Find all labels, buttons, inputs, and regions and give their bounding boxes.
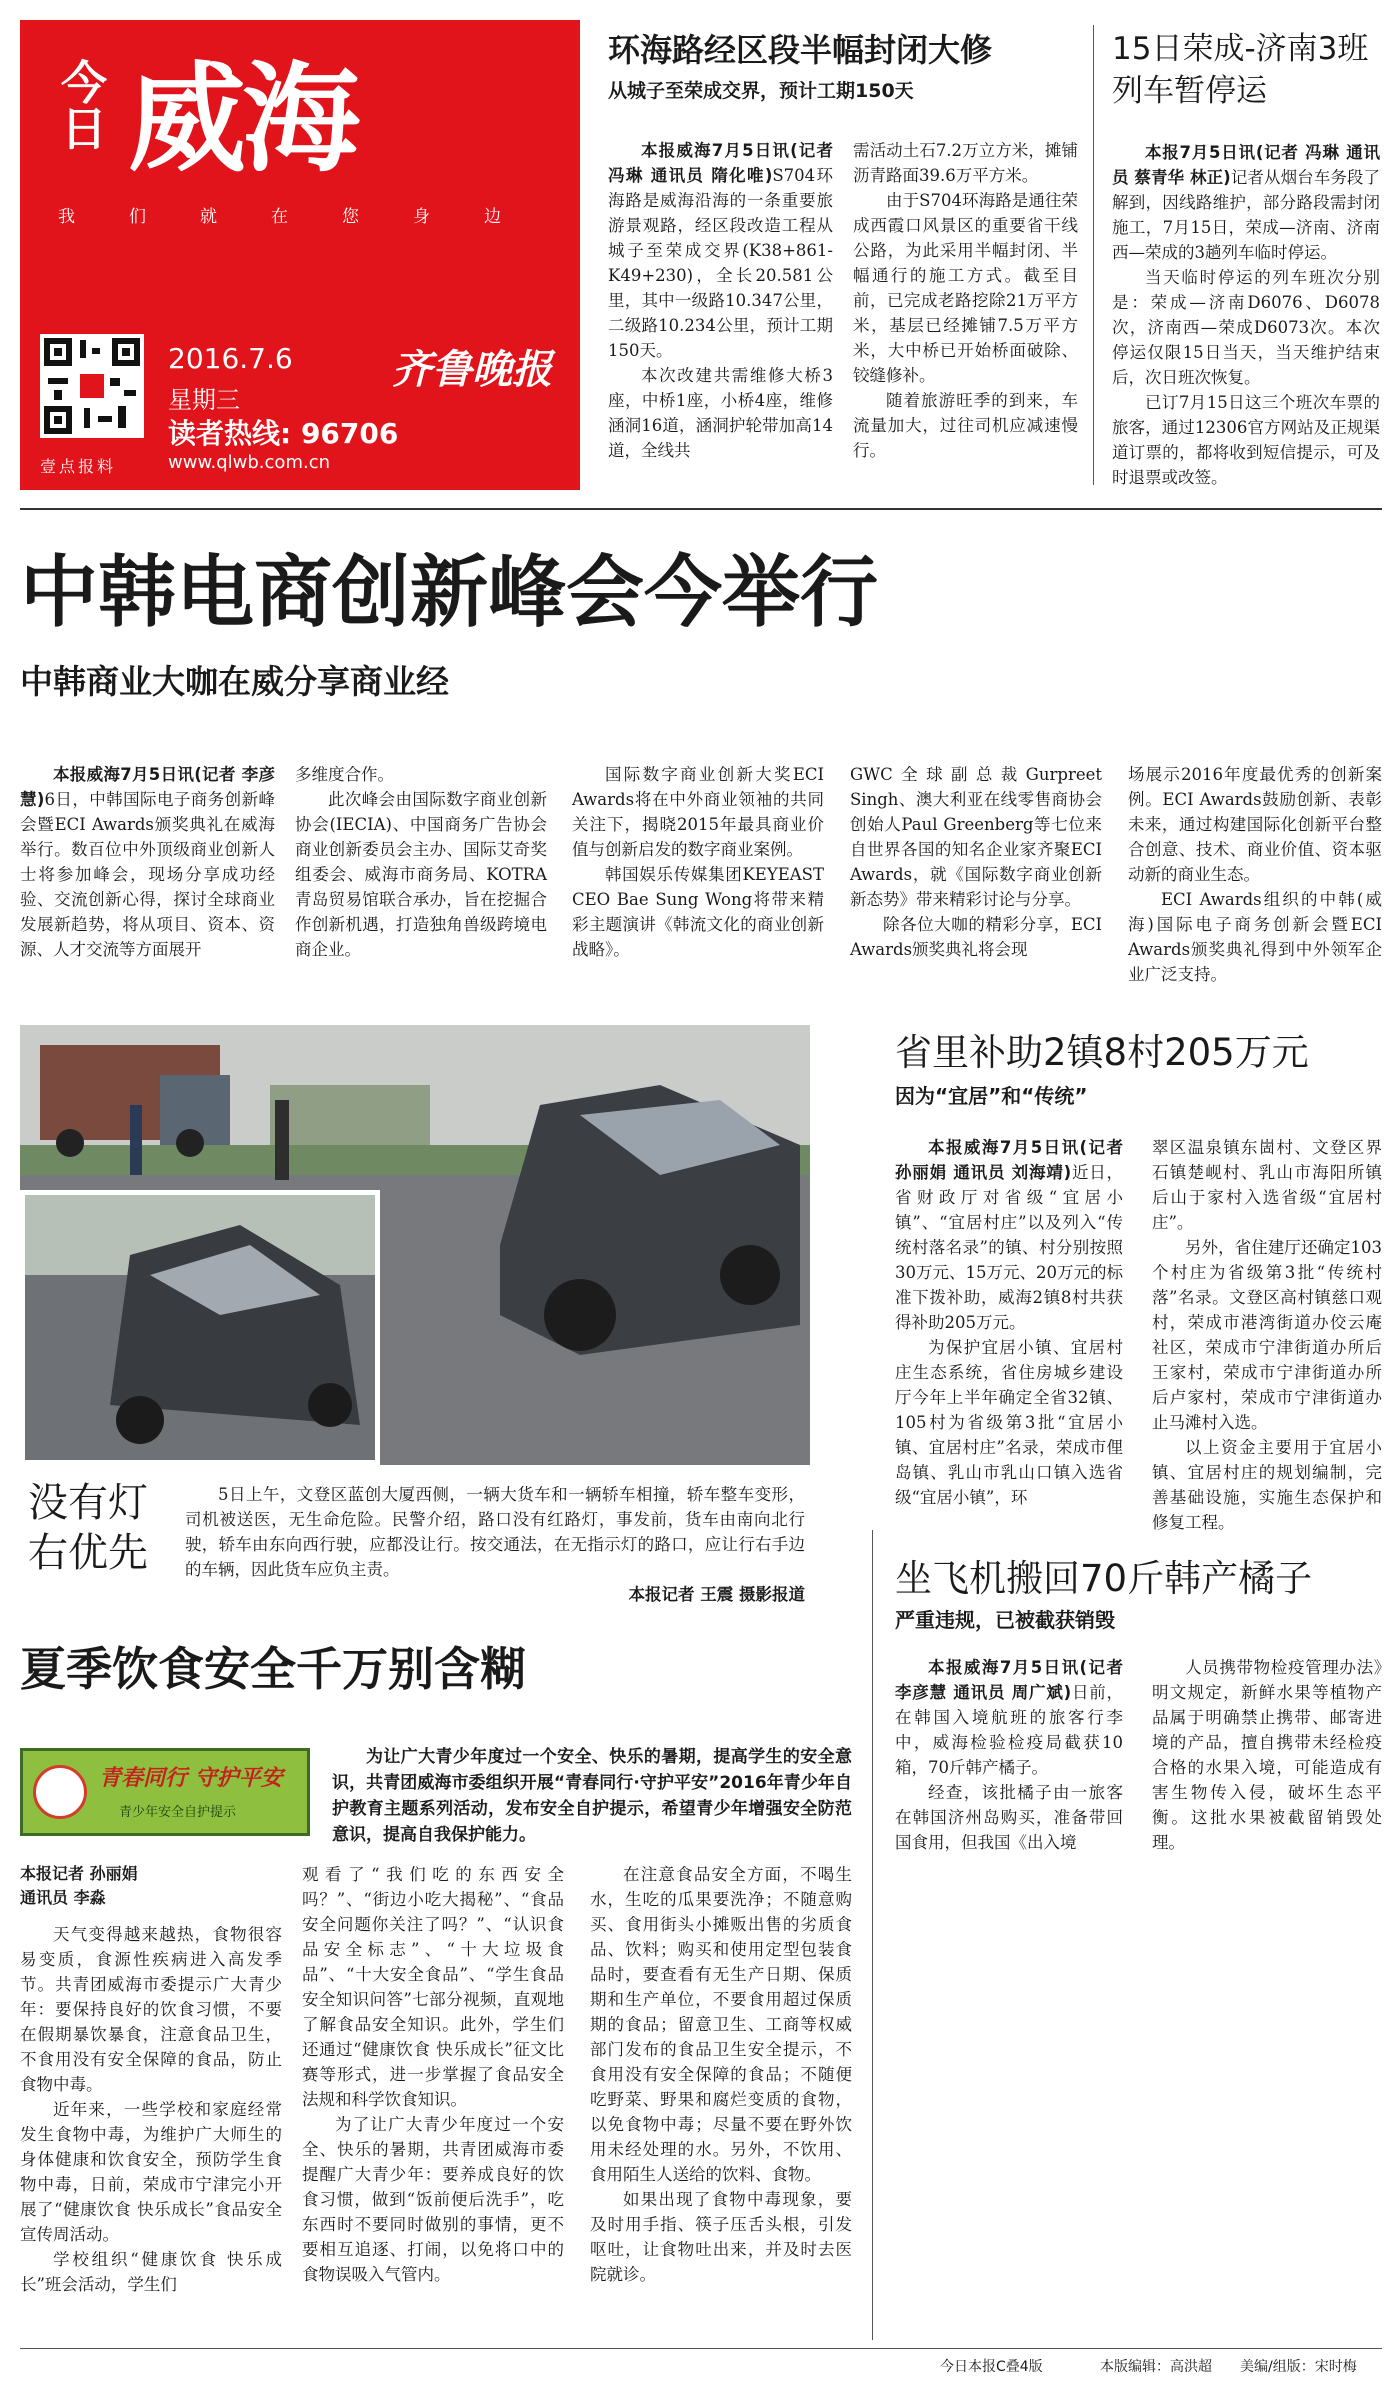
section-divider	[20, 508, 1382, 510]
road-column-2	[853, 138, 1078, 463]
reader-hotline: 读者热线: 96706	[168, 417, 399, 450]
summit-text-7: 除各位大咖的精彩分享，ECI Awards颁奖典礼将会现	[850, 915, 1102, 959]
subsidy-subheadline: 因为“宜居”和“传统”	[895, 1084, 1088, 1108]
train-text-3: 已订7月15日这三个班次车票的旅客，通过12306官方网站及正规渠道订票的，都将收到短信提示，可及时退票或改签。	[1112, 393, 1380, 487]
subsidy-text-4: 另外，省住建厅还确定103个村庄为省级第3批“传统村落”名录。文登区高村镇慈口观村，荣成市港湾街道办佼云庵社区，荣成市宁津街道办所后王家村，荣成市宁津街道办所后卢家村，荣成市宁津街道办止马滩村入选。	[1152, 1238, 1382, 1432]
masthead-slogan: 我们就在您身边	[58, 207, 555, 227]
orange-subheadline: 严重违规，已被截获销毁	[895, 1608, 1115, 1632]
summit-lead: 本报威海7月5日讯(记者 李彦慧)	[20, 765, 275, 809]
masthead-logo	[58, 50, 357, 188]
train-text-2: 当天临时停运的列车班次分别是：荣成—济南D6076、D6078次，济南西—荣成D6073次。本次停运仅限15日当天，当天维护结束后，次日班次恢复。	[1112, 268, 1380, 387]
subsidy-text-2: 为保护宜居小镇、宜居村庄生态系统，省住房城乡建设厅今年上半年确定全省32镇、105村为省级第3批“宜居小镇、宜居村庄”名录，荣成市俚岛镇、乳山市乳山口镇入选省级“宜居小镇”，环	[895, 1338, 1123, 1507]
qr-code-icon[interactable]	[40, 334, 144, 438]
accident-text: 5日上午，文登区蓝创大厦西侧，一辆大货车和一辆轿车相撞，轿车整车变形，司机被送医，无生命危险。民警介绍，路口没有红路灯，事发前，货车由南向北行驶，轿车由东向西行驶，应都没让行。按交通法，在无指示灯的路口，应让行右手边的车辆，因此货车应负主责。	[185, 1485, 805, 1579]
summit-column-5	[1128, 762, 1382, 987]
subsidy-column-2	[1152, 1135, 1382, 1535]
food-byline	[20, 1862, 280, 1910]
subsidy-text-1: 近日，省财政厅对省级“宜居小镇”、“宜居村庄”以及列入“传统村落名录”的镇、村分别按照30万元、15万元、20万元的标准下拨补助，威海2镇8村共获得补助205万元。	[895, 1163, 1124, 1332]
summit-column-3	[572, 762, 824, 962]
food-text-7: 如果出现了食物中毒现象，要及时用手指、筷子压舌头根，引发呕吐，让食物吐出来，并及时去医院就诊。	[590, 2190, 852, 2284]
food-banner-subtitle: 青少年安全自护提示	[119, 1805, 237, 1820]
orange-headline: 坐飞机搬回70斤韩产橘子	[895, 1557, 1313, 1600]
road-text-1: S704环海路是威海沿海的一条重要旅游景观路，经区段改造工程从城子至荣成交界(K38+861-K49+230)，全长20.581公里，其中一级路10.347公里，二级路10.234公里，预计工期150天。	[608, 166, 834, 360]
summit-column-4	[850, 762, 1102, 962]
orange-text-1: 日前，在韩国入境航班的旅客行李中，威海检验检疫局截获10箱，70斤韩产橘子。	[895, 1683, 1124, 1777]
accident-headline: 没有灯右优先	[28, 1480, 148, 1576]
summit-text-8: 场展示2016年度最优秀的创新案例。ECI Awards鼓励创新、表彰未来，通过构建国际化创新平台整合创意、技术、商业价值、资本驱动新的商业生态。	[1128, 765, 1382, 884]
food-banner-title: 青春同行 守护平安	[99, 1765, 283, 1791]
food-text-6: 在注意食品安全方面，不喝生水，生吃的瓜果要洗净；不随意购买、食用街头小摊贩出售的劣质食品、饮料；购买和使用定型包装食品时，要查看有无生产日期、保质期和生产单位，不要食用超过保质期的食品；留意卫生、工商等权威部门发布的食品卫生安全提示，不食用没有安全保障的食品；不随便吃野菜、野果和腐烂变质的食物，以免食物中毒；尽量不要在野外饮用未经处理的水。另外，不饮用、食用陌生人送给的饮料、食物。	[590, 1865, 852, 2184]
subsidy-column-1	[895, 1135, 1123, 1510]
website-link[interactable]: www.qlwb.com.cn	[168, 452, 330, 473]
food-intro: 为让广大青少年度过一个安全、快乐的暑期，提高学生的安全意识，共青团威海市委组织开展“青春同行·守护平安”2016年青少年自护教育主题系列活动，发布安全自护提示，希望青少年增强安全防范意识，提高自我保护能力。	[332, 1747, 852, 1845]
food-banner	[20, 1748, 310, 1836]
train-text-1: 记者从烟台车务段了解到，因线路维护，部分路段需封闭施工，7月15日，荣成—济南、济南西—荣成的3趟列车临时停运。	[1112, 168, 1381, 262]
food-text-5: 为了让广大青少年度过一个安全、快乐的暑期，共青团威海市委提醒广大青少年：要养成良好的饮食习惯，做到“饭前便后洗手”，吃东西时不要同时做别的事情，更不要相互追逐、打闹，以免将口中的食物误吸入气管内。	[302, 2115, 564, 2284]
summit-text-5: 韩国娱乐传媒集团KEYEAST CEO Bae Sung Wong将带来精彩主题演讲《韩流文化的商业创新战略》。	[572, 865, 824, 959]
road-headline: 环海路经区段半幅封闭大修	[608, 31, 993, 69]
orange-column-2	[1152, 1655, 1382, 1855]
food-column-2	[302, 1862, 564, 2287]
footer-designer: 美编/组版：宋时梅	[1240, 2359, 1357, 2375]
food-text-3: 学校组织“健康饮食 快乐成长”班会活动，学生们	[20, 2250, 282, 2294]
food-byline-correspondent: 通讯员 李淼	[20, 1888, 106, 1907]
summit-text-2: 多维度合作。	[295, 765, 394, 784]
food-column-3	[590, 1862, 852, 2287]
subsidy-text-5: 以上资金主要用于宜居小镇、宜居村庄的规划编制，完善基础设施，实施生态保护和修复工程。	[1152, 1438, 1382, 1532]
food-column-1	[20, 1922, 282, 2297]
food-text-2: 近年来，一些学校和家庭经常发生食物中毒，为维护广大师生的身体健康和饮食安全，预防学生食物中毒，日前，荣成市宁津完小开展了“健康饮食 快乐成长”食品安全宣传周活动。	[20, 2100, 282, 2244]
subsidy-lead: 本报威海7月5日讯(记者 孙丽娟 通讯员 刘海靖)	[895, 1138, 1123, 1182]
train-lead: 本报7月5日讯(记者 冯琳 通讯员 蔡青华 林正)	[1112, 143, 1380, 187]
column-divider	[1093, 25, 1094, 485]
train-headline: 15日荣成-济南3班列车暂停运	[1112, 31, 1369, 109]
issue-weekday: 星期三	[168, 386, 240, 414]
train-body	[1112, 140, 1380, 490]
food-headline: 夏季饮食安全千万别含糊	[20, 1642, 526, 1696]
summit-text-1: 6日，中韩国际电子商务创新峰会暨ECI Awards颁奖典礼在威海举行。数百位中外顶级商业创新人士将参加峰会，现场分享成功经验、交流创新心得，探讨全球商业发展新趋势，将从项目、资本、资源、人才交流等方面展开	[20, 790, 275, 959]
paper-name: 齐鲁晚报	[392, 346, 552, 393]
masthead-title: 威海	[128, 50, 357, 188]
food-text-4: 观看了“我们吃的东西安全吗？”、“街边小吃大揭秘”、“食品安全问题你关注了吗？”、“认识食品安全标志”、“十大垃圾食品”、“十大安全食品”、“学生食品安全知识问答”七部分视频，直观地了解食品安全知识。此外，学生们还通过“健康饮食 快乐成长”征文比赛等形式，进一步掌握了食品安全法规和科学饮食知识。	[302, 1865, 564, 2109]
accident-credit: 本报记者 王震 摄影报道	[628, 1585, 805, 1604]
road-column-1	[608, 138, 833, 463]
footer-editor: 本版编辑：高洪超	[1100, 2359, 1212, 2375]
summit-text-4: 国际数字商业创新大奖ECI Awards将在中外商业领袖的共同关注下，揭晓2015年最具商业价值与创新启发的数字商业案例。	[572, 765, 824, 859]
orange-lead: 本报威海7月5日讯(记者 李彦慧 通讯员 周广斌)	[895, 1658, 1123, 1702]
summit-column-1	[20, 762, 275, 962]
road-subheadline: 从城子至荣成交界，预计工期150天	[608, 80, 914, 102]
road-text-5: 随着旅游旺季的到来，车流量加大，过往司机应减速慢行。	[853, 391, 1078, 460]
summit-subheadline: 中韩商业大咖在威分享商业经	[20, 662, 449, 701]
summit-text-9: ECI Awards组织的中韩(威海)国际电子商务创新会暨ECI Awards颁奖典礼得到中外领军企业广泛支持。	[1128, 890, 1382, 984]
footer-divider	[20, 2348, 1382, 2349]
issue-date: 2016.7.6	[168, 342, 293, 375]
accident-photo-image	[20, 1025, 810, 1465]
road-text-2: 本次改建共需维修大桥3座，中桥1座，小桥4座，维修涵洞16道，涵洞护轮带加高14道，全线共	[608, 366, 833, 460]
orange-column-1	[895, 1655, 1123, 1855]
road-text-4: 由于S704环海路是通往荣成西霞口风景区的重要省干线公路，为此采用半幅封闭、半幅通行的施工方式。截至目前，已完成老路挖除21万平方米，基层已经摊铺7.5万平方米，大中桥已开始桥面破除、铰缝修补。	[853, 191, 1078, 385]
summit-headline: 中韩电商创新峰会今举行	[20, 548, 879, 638]
subsidy-text-3: 翠区温泉镇东崮村、文登区界石镇楚岘村、乳山市海阳所镇后山于家村入选省级“宜居村庄”。	[1152, 1138, 1382, 1232]
road-lead: 本报威海7月5日讯(记者 冯琳 通讯员 隋化唯)	[608, 141, 833, 185]
orange-text-2: 经查，该批橘子由一旅客在韩国济州岛购买，准备带回国食用，但我国《出入境	[895, 1783, 1123, 1852]
report-label: 壹点报料	[40, 457, 117, 476]
road-text-3: 需活动土石7.2万立方米，摊铺沥青路面39.6万平方米。	[853, 141, 1078, 185]
summit-column-2	[295, 762, 547, 962]
food-text-1: 天气变得越来越热，食物很容易变质，食源性疾病进入高发季节。共青团威海市委提示广大青少年：要保持良好的饮食习惯，不要在假期暴饮暴食，注意食品卫生，不食用没有安全保障的食品，防止食物中毒。	[20, 1925, 282, 2094]
footer-page: 今日本报C叠4版	[940, 2359, 1043, 2375]
youth-league-emblem-icon	[33, 1765, 87, 1819]
summit-text-3: 此次峰会由国际数字商业创新协会(IECIA)、中国商务广告协会商业创新委员会主办、国际艾奇奖组委会、威海市商务局、KOTRA青岛贸易馆联合承办，旨在挖掘合作创新机遇，打造独角兽级跨境电商企业。	[295, 790, 547, 959]
orange-text-3: 人员携带物检疫管理办法》明文规定，新鲜水果等植物产品属于明确禁止携带、邮寄进境的产品，擅自携带未经检疫合格的水果入境，可能造成有害生物传入侵，破坏生态平衡。这批水果被截留销毁处理。	[1152, 1658, 1382, 1852]
masthead	[20, 20, 580, 490]
accident-photo	[20, 1025, 810, 1465]
summit-text-6: GWC全球副总裁Gurpreet Singh、澳大利亚在线零售商协会创始人Paul Greenberg等七位来自世界各国的知名企业家齐聚ECI Awards，就《国际数字商业创新新态势》带来精彩讨论与分享。	[850, 765, 1102, 909]
column-divider-bottom	[872, 1530, 873, 2340]
masthead-jin: 今日	[61, 56, 107, 156]
subsidy-headline: 省里补助2镇8村205万元	[895, 1031, 1309, 1074]
accident-caption	[185, 1482, 805, 1607]
food-byline-reporter: 本报记者 孙丽娟	[20, 1864, 138, 1883]
